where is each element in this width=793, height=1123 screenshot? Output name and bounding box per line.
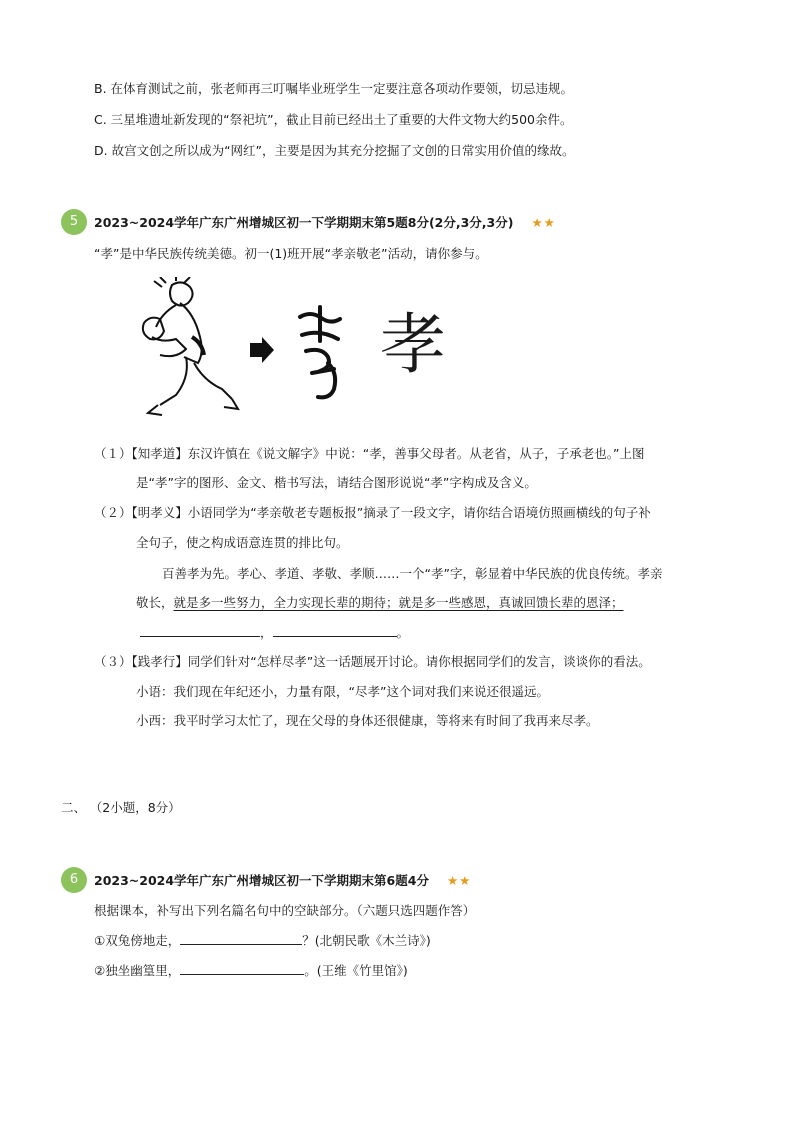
- excerpt-prefix: 敬长，: [136, 595, 174, 610]
- underlined-example-sentences: 就是多一些努力，全力实现长辈的期待；就是多一些感恩，真诚回馈长辈的恩泽；: [173, 595, 624, 610]
- question-number-badge: 5: [61, 209, 87, 235]
- question-title: [94, 214, 556, 232]
- regular-script-glyph: 孝: [380, 306, 446, 383]
- difficulty-stars: ★★: [446, 873, 472, 888]
- part-3-xiaoyu: 小语：我们现在年纪还小，力量有限，“尽孝”这个词对我们来说还很遥远。: [136, 684, 549, 699]
- fill-line-2: [94, 962, 408, 980]
- part-3-line-1: （３）【践孝行】同学们针对“怎样尽孝”这一话题展开讨论。请你根据同学们的发言，谈谈你的看法。: [94, 654, 651, 669]
- part-2-line-2: 全句子，使之构成语意连贯的排比句。: [136, 535, 349, 550]
- question-title: [94, 872, 471, 890]
- answer-blanks-line: [140, 624, 409, 642]
- blank-separator: ，: [260, 625, 273, 640]
- blank-end-mark: 。: [396, 625, 410, 640]
- difficulty-stars: ★★: [531, 215, 556, 230]
- part-3-xiaoxi: 小西：我平时学习太忙了，现在父母的身体还很健康，等将来有时间了我再来尽孝。: [136, 713, 599, 728]
- fill-line-1-prefix: ①双兔傍地走，: [94, 933, 181, 948]
- xiao-character-evolution-figure: [132, 277, 452, 435]
- option-c: C. 三星堆遗址新发现的“祭祀坑”，截止目前已经出土了重要的大件文物大约500余件。: [94, 112, 573, 127]
- part-1-line-2: 是“孝”字的图形、金文、楷书写法，请结合图形说说“孝”字构成及含义。: [136, 475, 537, 490]
- section-heading: [61, 799, 181, 817]
- excerpt-line-2: [136, 594, 624, 612]
- fill-line-2-prefix: ②独坐幽篁里，: [94, 963, 181, 978]
- answer-blank-1[interactable]: [140, 624, 260, 637]
- question-number-badge: 6: [61, 867, 87, 893]
- fill-line-1: [94, 932, 431, 950]
- arrow-icon: [250, 337, 274, 363]
- old-man-carrying-child-picture: [143, 277, 238, 415]
- question-title-text: 2023~2024学年广东广州增城区初一下学期期末第5题8分(2分,3分,3分): [94, 215, 514, 230]
- question-intro: 根据课本，补写出下列名篇名句中的空缺部分。（六题只选四题作答）: [94, 903, 476, 918]
- question-intro: “孝”是中华民族传统美德。初一(1)班开展“孝亲敬老”活动，请你参与。: [94, 246, 488, 261]
- bronze-script-glyph: [300, 307, 340, 397]
- option-d: D. 故宫文创之所以成为“网红”，主要是因为其充分挖掘了文创的日常实用价值的缘故。: [94, 143, 575, 158]
- answer-blank-3[interactable]: [180, 932, 302, 945]
- part-2-line-1: （２）【明孝义】小语同学为“孝亲敬老专题板报”摘录了一段文字，请你结合语境仿照画横线的句子补: [94, 505, 651, 520]
- answer-blank-4[interactable]: [180, 962, 304, 975]
- excerpt-line-1: 百善孝为先。孝心、孝道、孝敬、孝顺……一个“孝”字，彰显着中华民族的优良传统。孝亲: [162, 566, 663, 581]
- question-title-text: 2023~2024学年广东广州增城区初一下学期期末第6题4分: [94, 873, 429, 888]
- section-label: 二、: [61, 800, 87, 815]
- part-1-line-1: （１）【知孝道】东汉许慎在《说文解字》中说：“孝，善事父母者。从老省，从子，子承老也。”上图: [94, 446, 645, 461]
- section-desc: （2小题，8分）: [96, 800, 181, 815]
- option-b: B. 在体育测试之前，张老师再三叮嘱毕业班学生一定要注意各项动作要领，切忌违规。: [94, 81, 574, 96]
- answer-blank-2[interactable]: [273, 624, 397, 637]
- fill-line-2-suffix: 。(王维《竹里馆》): [304, 963, 408, 978]
- fill-line-1-suffix: ？(北朝民歌《木兰诗》): [302, 933, 431, 948]
